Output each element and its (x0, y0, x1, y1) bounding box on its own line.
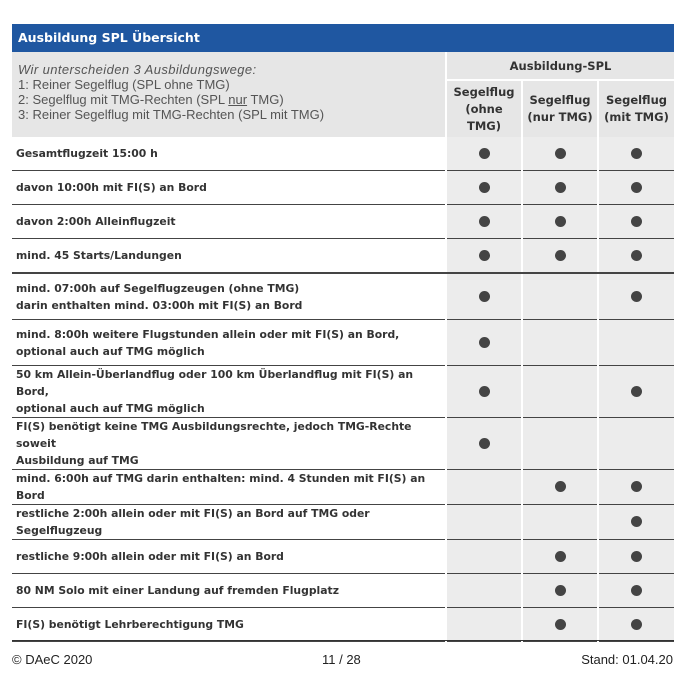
mark-cell (522, 470, 598, 505)
mark-cell (522, 505, 598, 540)
bullet-dot-icon (631, 551, 642, 562)
page-title: Ausbildung SPL Übersicht (12, 24, 674, 52)
mark-cell (446, 239, 522, 274)
row-label-line1: davon 10:00h mit FI(S) an Bord (16, 181, 207, 194)
mark-cell (522, 608, 598, 642)
row-label-line1: mind. 45 Starts/Landungen (16, 249, 182, 262)
table-row (12, 171, 674, 205)
row-label (12, 574, 446, 608)
row-label-line1: FI(S) benötigt keine TMG Ausbildungsrechte, jedoch TMG-Rechte soweit (16, 420, 412, 450)
column-header-line1: Segelflug (606, 93, 667, 107)
bullet-dot-icon (555, 585, 566, 596)
intro-lead: Wir unterscheiden 3 Ausbildungswege: (18, 61, 257, 77)
intro-line-2-post: TMG) (247, 91, 284, 107)
column-header-line2: (nur TMG) (527, 110, 593, 124)
table-row (12, 366, 674, 418)
intro-row (12, 52, 674, 80)
table-row (12, 505, 674, 540)
mark-cell (446, 418, 522, 470)
row-label (12, 273, 446, 320)
row-label (12, 540, 446, 574)
mark-cell (598, 239, 674, 274)
row-label-line1: mind. 07:00h auf Segelflugzeugen (ohne TMG) (16, 281, 300, 295)
intro-line-3: 3: Reiner Segelflug mit TMG-Rechten (SPL mit TMG) (18, 106, 325, 122)
bullet-dot-icon (631, 516, 642, 527)
intro-line-2 (18, 92, 439, 107)
mark-cell (522, 366, 598, 418)
column-header-ohne-tmg (446, 80, 522, 137)
bullet-dot-icon (631, 216, 642, 227)
bullet-dot-icon (631, 619, 642, 630)
mark-cell (522, 540, 598, 574)
column-header-line1: Segelflug (453, 84, 515, 99)
mark-cell (446, 137, 522, 171)
table-row (12, 608, 674, 642)
mark-cell (598, 418, 674, 470)
footer-date: Stand: 01.04.20 (581, 652, 673, 667)
row-label (12, 239, 446, 274)
bullet-dot-icon (555, 481, 566, 492)
row-label-line1: restliche 9:00h allein oder mit FI(S) an Bord (16, 550, 284, 563)
mark-cell (446, 171, 522, 205)
column-header-line1: Segelflug (529, 93, 591, 107)
column-header-nur-tmg (522, 80, 598, 137)
table-row (12, 540, 674, 574)
row-label (12, 366, 446, 418)
mark-cell (598, 205, 674, 239)
mark-cell (522, 137, 598, 171)
bullet-dot-icon (631, 386, 642, 397)
column-header-line2: (ohne TMG) (465, 101, 503, 133)
row-label-line1: Gesamtflugzeit 15:00 h (16, 147, 158, 160)
mark-cell (446, 540, 522, 574)
bullet-dot-icon (555, 619, 566, 630)
bullet-dot-icon (631, 148, 642, 159)
bullet-dot-icon (555, 216, 566, 227)
bullet-dot-icon (479, 337, 490, 348)
bullet-dot-icon (479, 386, 490, 397)
row-label-line1: FI(S) benötigt Lehrberechtigung TMG (16, 618, 244, 631)
row-label (12, 608, 446, 642)
bullet-dot-icon (555, 148, 566, 159)
row-label-line1: mind. 6:00h auf TMG darin enthalten: mind. 4 Stunden mit FI(S) an Bord (16, 472, 426, 502)
bullet-dot-icon (631, 291, 642, 302)
row-label-line1: restliche 2:00h allein oder mit FI(S) an Bord auf TMG oder Segelflugzeug (16, 507, 370, 537)
mark-cell (598, 273, 674, 320)
mark-cell (522, 320, 598, 366)
row-label-line2: optional auch auf TMG möglich (16, 344, 205, 358)
mark-cell (598, 608, 674, 642)
row-label-line2: darin enthalten mind. 03:00h mit FI(S) an Bord (16, 298, 303, 312)
column-header-line2: (mit TMG) (604, 110, 669, 124)
table-row (12, 418, 674, 470)
mark-cell (598, 574, 674, 608)
mark-cell (598, 320, 674, 366)
bullet-dot-icon (479, 182, 490, 193)
bullet-dot-icon (555, 182, 566, 193)
mark-cell (598, 470, 674, 505)
bullet-dot-icon (479, 291, 490, 302)
table-row (12, 574, 674, 608)
mark-cell (446, 366, 522, 418)
mark-cell (598, 171, 674, 205)
mark-cell (446, 320, 522, 366)
row-label (12, 505, 446, 540)
row-label-line1: 50 km Allein-Überlandflug oder 100 km Überlandflug mit FI(S) an Bord, (16, 368, 414, 398)
column-header-mit-tmg (598, 80, 674, 137)
bullet-dot-icon (479, 250, 490, 261)
mark-cell (446, 505, 522, 540)
row-label (12, 137, 446, 171)
row-label (12, 418, 446, 470)
table-row (12, 470, 674, 505)
mark-cell (446, 470, 522, 505)
table-row (12, 273, 674, 320)
mark-cell (522, 171, 598, 205)
footer-copyright: © DAeC 2020 (12, 652, 93, 667)
intro-line-2-pre: 2: Segelflug mit TMG-Rechten (SPL (18, 91, 229, 107)
intro-line-2-underline: nur (228, 91, 248, 107)
mark-cell (522, 574, 598, 608)
intro-line-1: 1: Reiner Segelflug (SPL ohne TMG) (18, 76, 230, 92)
bullet-dot-icon (479, 438, 490, 449)
bullet-dot-icon (479, 148, 490, 159)
bullet-dot-icon (631, 585, 642, 596)
document-page (12, 24, 674, 642)
mark-cell (446, 273, 522, 320)
row-label-line2: Ausbildung auf TMG (16, 454, 139, 467)
group-header: Ausbildung-SPL (446, 52, 674, 80)
bullet-dot-icon (479, 216, 490, 227)
table-row (12, 205, 674, 239)
mark-cell (598, 137, 674, 171)
row-label-line2: optional auch auf TMG möglich (16, 402, 205, 415)
bullet-dot-icon (631, 182, 642, 193)
table-row (12, 137, 674, 171)
table-row (12, 320, 674, 366)
row-label (12, 205, 446, 239)
row-label-line1: davon 2:00h Alleinflugzeit (16, 215, 176, 228)
mark-cell (446, 205, 522, 239)
row-label-line1: 80 NM Solo mit einer Landung auf fremden Flugplatz (16, 584, 339, 597)
table-row (12, 239, 674, 274)
footer-divider (12, 640, 674, 641)
row-label (12, 171, 446, 205)
bullet-dot-icon (555, 551, 566, 562)
row-label (12, 320, 446, 366)
training-table (12, 52, 674, 642)
mark-cell (446, 574, 522, 608)
mark-cell (446, 608, 522, 642)
mark-cell (522, 239, 598, 274)
mark-cell (522, 273, 598, 320)
bullet-dot-icon (631, 250, 642, 261)
bullet-dot-icon (631, 481, 642, 492)
intro-text (12, 52, 446, 137)
row-label (12, 470, 446, 505)
footer-page-number: 11 / 28 (322, 652, 361, 667)
row-label-line1: mind. 8:00h weitere Flugstunden allein oder mit FI(S) an Bord, (16, 327, 400, 341)
mark-cell (522, 205, 598, 239)
mark-cell (598, 505, 674, 540)
mark-cell (598, 366, 674, 418)
bullet-dot-icon (555, 250, 566, 261)
mark-cell (522, 418, 598, 470)
mark-cell (598, 540, 674, 574)
